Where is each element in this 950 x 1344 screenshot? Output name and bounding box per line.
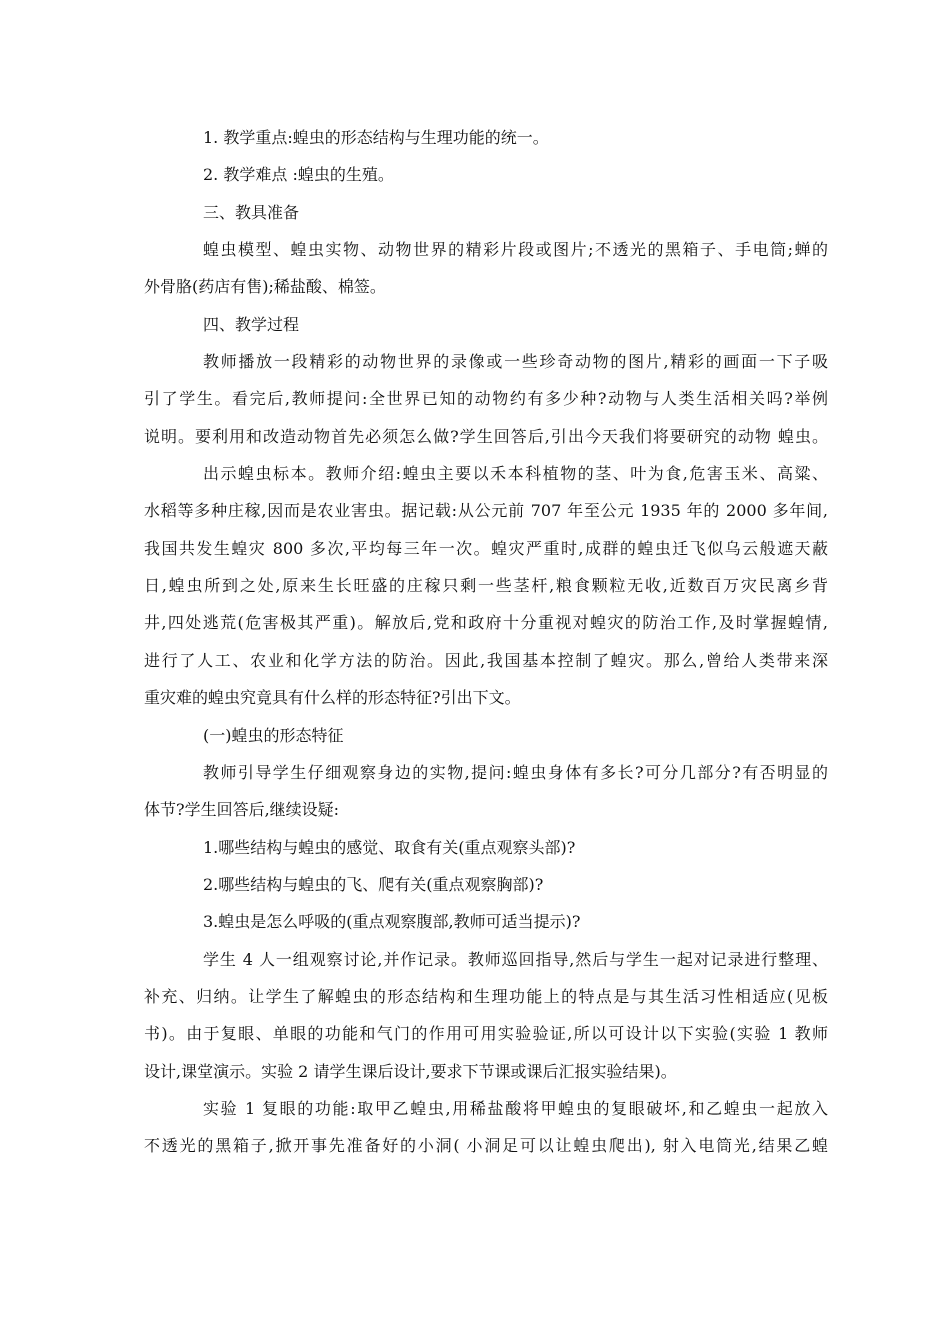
experiment-line: 不透光的黑箱子,掀开事先准备好的小洞( 小洞足可以让蝗虫爬出), 射入电筒光,结果乙蝗 bbox=[144, 1136, 828, 1156]
paragraph-line: 外骨胳(药店有售);稀盐酸、棉签。 bbox=[144, 277, 386, 297]
paragraph-line: 说明。要利用和改造动物首先必须怎么做?学生回答后,引出今天我们将要研究的动物 蝗虫。 bbox=[144, 426, 828, 446]
paragraph-line: 重灾难的蝗虫究竟具有什么样的形态特征?引出下文。 bbox=[144, 688, 521, 708]
question-line: 2.哪些结构与蝗虫的飞、爬有关(重点观察胸部)? bbox=[203, 874, 544, 894]
question-line: 3.蝗虫是怎么呼吸的(重点观察腹部,教师可适当提示)? bbox=[203, 912, 581, 932]
paragraph-line: 体节?学生回答后,继续设疑: bbox=[144, 800, 340, 820]
subsection-heading-morphology: (一)蝗虫的形态特征 bbox=[203, 725, 344, 745]
paragraph-line: 水稻等多种庄稼,因而是农业害虫。据记载:从公元前 707 年至公元 1935 年的 2000 多年间, bbox=[144, 501, 828, 521]
question-line: 1.哪些结构与蝗虫的感觉、取食有关(重点观察头部)? bbox=[203, 837, 576, 857]
paragraph-line: 进行了人工、农业和化学方法的防治。因此,我国基本控制了蝗灾。那么,曾给人类带来深 bbox=[144, 650, 828, 670]
key-point-line: 1. 教学重点:蝗虫的形态结构与生理功能的统一。 bbox=[203, 128, 549, 147]
paragraph-line: 设计,课堂演示。实验 2 请学生课后设计,要求下节课或课后汇报实验结果)。 bbox=[144, 1061, 677, 1081]
paragraph-line: 教师播放一段精彩的动物世界的录像或一些珍奇动物的图片,精彩的画面一下子吸 bbox=[203, 352, 828, 372]
document-body bbox=[144, 119, 828, 1165]
paragraph-line: 引了学生。看完后,教师提问:全世界已知的动物约有多少种?动物与人类生活相关吗?举例 bbox=[144, 389, 828, 409]
paragraph-line: 日,蝗虫所到之处,原来生长旺盛的庄稼只剩一些茎杆,粮食颗粒无收,近数百万灾民离乡背 bbox=[144, 576, 828, 596]
paragraph-line: 井,四处逃荒(危害极其严重)。解放后,党和政府十分重视对蝗灾的防治工作,及时掌握蝗情, bbox=[144, 613, 828, 633]
paragraph-line: 蝗虫模型、蝗虫实物、动物世界的精彩片段或图片;不透光的黑箱子、手电筒;蝉的 bbox=[203, 240, 828, 260]
section-heading-teaching-process: 四、教学过程 bbox=[203, 314, 300, 334]
experiment-line: 实验 1 复眼的功能:取甲乙蝗虫,用稀盐酸将甲蝗虫的复眼破坏,和乙蝗虫一起放入 bbox=[203, 1098, 828, 1118]
paragraph-line: 补充、归纳。让学生了解蝗虫的形态结构和生理功能上的特点是与其生活习性相适应(见板 bbox=[144, 986, 828, 1006]
paragraph-line: 书)。由于复眼、单眼的功能和气门的作用可用实验验证,所以可设计以下实验(实验 1 教师 bbox=[144, 1024, 828, 1044]
section-heading-teaching-aids: 三、教具准备 bbox=[203, 202, 300, 222]
paragraph-line: 出示蝗虫标本。教师介绍:蝗虫主要以禾本科植物的茎、叶为食,危害玉米、高粱、 bbox=[203, 464, 828, 484]
paragraph-line: 教师引导学生仔细观察身边的实物,提问:蝗虫身体有多长?可分几部分?有否明显的 bbox=[203, 762, 828, 782]
paragraph-line: 我国共发生蝗灾 800 多次,平均每三年一次。蝗灾严重时,成群的蝗虫迁飞似乌云般遮天蔽 bbox=[144, 538, 828, 558]
paragraph-line: 学生 4 人一组观察讨论,并作记录。教师巡回指导,然后与学生一起对记录进行整理、 bbox=[203, 949, 828, 969]
difficult-point-line: 2. 教学难点 :蝗虫的生殖。 bbox=[203, 165, 394, 185]
